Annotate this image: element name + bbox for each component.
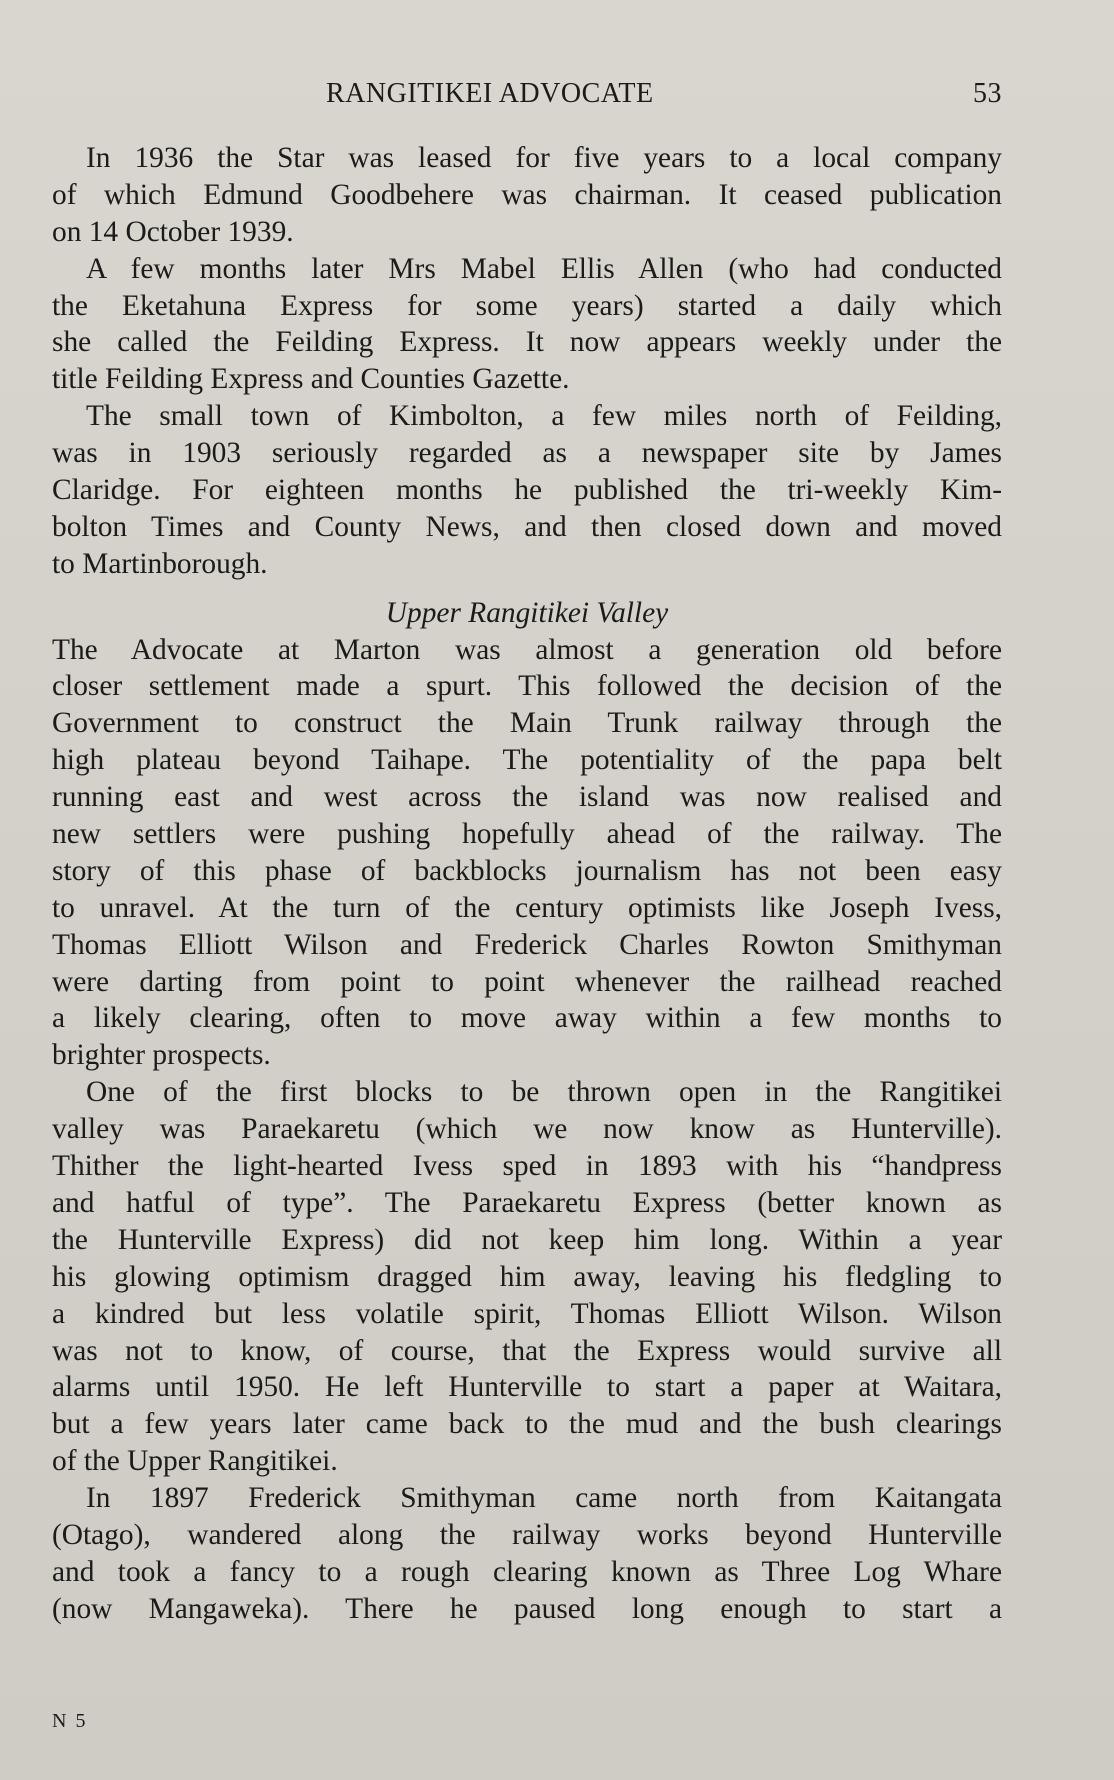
text-line: valley was Paraekaretu (which we now know as Hunterville). [52,1113,1002,1146]
text-line: new settlers were pushing hopefully ahead of the railway. The [52,818,1002,851]
paragraph [52,1074,1002,1480]
text-line: to unravel. At the turn of the century optimists like Joseph Ivess, [52,891,1002,924]
text-line: of the Upper Rangitikei. [52,1445,338,1478]
page-number: 53 [973,78,1002,109]
paragraph [52,632,1002,1075]
paragraph [52,140,1002,251]
text-line: but a few years later came back to the mud and the bush clearings [52,1408,1002,1441]
text-line: A few months later Mrs Mabel Ellis Allen (who had conducted [86,252,1002,285]
text-line: running east and west across the island was now realised and [52,781,1002,814]
text-line: high plateau beyond Taihape. The potentiality of the papa belt [52,744,1002,777]
text-line: (now Mangaweka). There he paused long enough to start a [52,1592,1002,1625]
text-line: (Otago), wandered along the railway works beyond Hunterville [52,1518,1002,1551]
text-line: closer settlement made a spurt. This followed the decision of the [52,670,1002,703]
text-line: to Martinborough. [52,547,268,580]
text-line: bolton Times and County News, and then closed down and moved [52,510,1002,543]
paragraph [52,1480,1002,1628]
text-line: were darting from point to point whenever the railhead reached [52,965,1002,998]
text-line: In 1936 the Star was leased for five years to a local company [86,142,1002,174]
printer-signature-mark: N 5 [52,1710,88,1732]
text-line: his glowing optimism dragged him away, leaving his fledgling to [52,1260,1002,1293]
text-line: a kindred but less volatile spirit, Thomas Elliott Wilson. Wilson [52,1297,1002,1330]
text-line: of which Edmund Goodbehere was chairman. It ceased publication [52,178,1002,211]
running-head [52,78,1002,118]
paragraph [52,251,1002,399]
section-heading: Upper Rangitikei Valley [385,596,669,629]
text-line: Thither the light-hearted Ivess sped in 1893 with his “handpress [52,1150,1002,1183]
text-line: and took a fancy to a rough clearing known as Three Log Whare [52,1555,1002,1588]
text-line: a likely clearing, often to move away within a few months to [52,1002,1002,1035]
text-line: title Feilding Express and Counties Gazette. [52,363,570,396]
text-line: The small town of Kimbolton, a few miles north of Feilding, [86,400,1002,433]
text-line: was not to know, of course, that the Express would survive all [52,1334,1002,1367]
text-line: the Hunterville Express) did not keep him long. Within a year [52,1223,1002,1256]
running-head-title: RANGITIKEI ADVOCATE [326,78,654,109]
body-text [52,140,1002,1628]
text-line: Government to construct the Main Trunk railway through the [52,707,1002,740]
text-line: was in 1903 seriously regarded as a newspaper site by James [52,437,1002,470]
text-line: Claridge. For eighteen months he published the tri-weekly Kim- [52,474,1002,507]
section-spacer [52,583,1002,595]
text-line: brighter prospects. [52,1039,271,1072]
text-line: story of this phase of backblocks journalism has not been easy [52,854,1002,887]
paragraph [52,398,1002,582]
text-line: and hatful of type”. The Paraekaretu Express (better known as [52,1186,1002,1219]
text-line: on 14 October 1939. [52,215,294,248]
text-line: Thomas Elliott Wilson and Frederick Charles Rowton Smithyman [52,928,1002,961]
text-line: One of the first blocks to be thrown open in the Rangitikei [86,1076,1002,1109]
text-line: she called the Feilding Express. It now appears weekly under the [52,326,1002,359]
text-line: alarms until 1950. He left Hunterville to start a paper at Waitara, [52,1371,1002,1404]
text-line: In 1897 Frederick Smithyman came north from Kaitangata [86,1482,1002,1515]
text-line: The Advocate at Marton was almost a generation old before [52,633,1002,666]
text-line: the Eketahuna Express for some years) started a daily which [52,289,1002,322]
